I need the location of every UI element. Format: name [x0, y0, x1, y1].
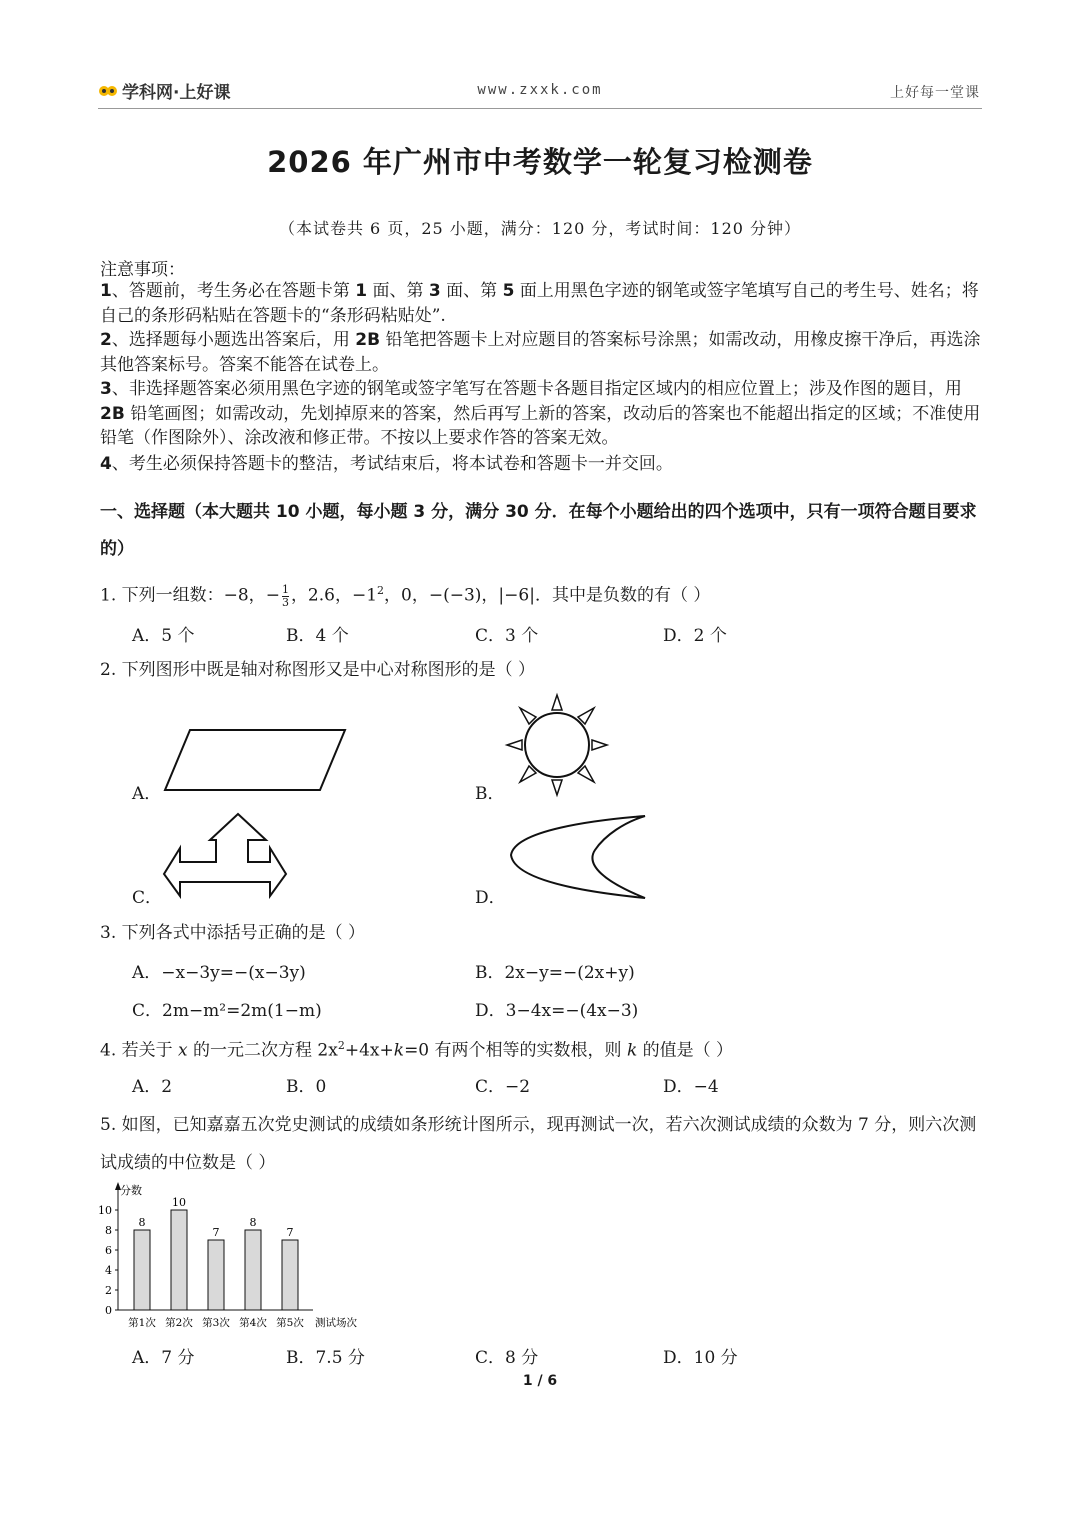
q1-option-c: C．3 个 [475, 626, 539, 646]
q5-option-c: C．8 分 [475, 1348, 539, 1368]
bar-chart [98, 1180, 378, 1332]
y-tick-label: 4 [105, 1264, 112, 1277]
sun-figure [502, 690, 612, 800]
x-tick-label: 第1次 [128, 1317, 156, 1329]
question-2: 2. 下列图形中既是轴对称图形又是中心对称图形的是（ ） [100, 660, 536, 680]
data-label: 7 [286, 1226, 294, 1239]
bar [134, 1230, 150, 1310]
q3-option-a: A．−x−3y=−(x−3y) [132, 963, 306, 983]
crescent-figure [505, 810, 650, 900]
fraction-one-third: $\frac{1}{3}$ [281, 582, 289, 609]
section-heading: 一、选择题（本大题共 10 小题，每小题 3 分，满分 30 分．在每个小题给出的四个选项中，只有一项符合题目要求的） [100, 502, 977, 559]
q2-label-c: C． [132, 888, 163, 908]
q3-option-c: C．2m−m²=2m(1−m) [132, 1001, 322, 1021]
bar [282, 1240, 298, 1310]
x-tick-label: 第4次 [239, 1317, 267, 1329]
x-tick-label: 第5次 [276, 1317, 304, 1329]
header-divider [98, 108, 982, 109]
q1-option-d: D．2 个 [663, 626, 727, 646]
y-tick-label: 10 [98, 1204, 112, 1217]
x-axis-label: 测试场次 [315, 1317, 357, 1329]
y-tick-label: 8 [105, 1224, 112, 1237]
bar [208, 1240, 224, 1310]
logo-text: 学科网·上好课 [122, 83, 231, 103]
bar [245, 1230, 261, 1310]
q1-option-a: A．5 个 [132, 626, 195, 646]
q3-option-d: D．3−4x=−(4x−3) [475, 1001, 639, 1021]
question-4: 4. 若关于 x 的一元二次方程 $2x^2+4x+k=0$ 有两个相等的实数根，则 k 的值是（ ） [100, 1039, 734, 1061]
note-2: 2、选择题每小题选出答案后，用 2B 铅笔把答题卡上对应题目的答案标号涂黑；如需改动，用橡皮擦干净后，再选涂其他答案标号。答案不能答在试卷上。 [100, 330, 981, 375]
question-3: 3. 下列各式中添括号正确的是（ ） [100, 923, 366, 943]
question-1: 1. 下列一组数：−8，− $\frac{1}{3}$ ，2.6，$-1^2$，0，−(−3)，|−6|．其中是负数的有（ ） [100, 582, 711, 609]
page-title: 2026 年广州市中考数学一轮复习检测卷 [267, 145, 813, 179]
q1-option-b: B．4 个 [286, 626, 349, 646]
x-tick-label: 第3次 [202, 1317, 230, 1329]
q2-label-b: B． [475, 784, 505, 804]
y-tick-label: 2 [105, 1284, 112, 1297]
q4-option-d: D．−4 [663, 1077, 719, 1097]
slogan: 上好每一堂课 [890, 85, 980, 101]
data-label: 10 [172, 1196, 186, 1209]
q4-option-c: C．−2 [475, 1077, 531, 1097]
q5-option-b: B．7.5 分 [286, 1348, 365, 1368]
q2-label-d: D． [475, 888, 506, 908]
data-label: 7 [212, 1226, 220, 1239]
note-3: 3、非选择题答案必须用黑色字迹的钢笔或签字笔写在答题卡各题目指定区域内的相应位置上；涉及作图的题目，用 2B 铅笔画图；如需改动，先划掉原来的答案，然后再写上新的答案，改动后的答案也不能超出指定的区域；不准使用铅笔（作图除外）、涂改液和修正带。不按以上要求作答的答案无效。 [100, 379, 981, 448]
q3-option-b: B．2x−y=−(2x+y) [475, 963, 635, 983]
note-4: 4、考生必须保持答题卡的整洁，考试结束后，将本试卷和答题卡一并交回。 [100, 454, 673, 474]
site-url: www.zxxk.com [477, 82, 603, 98]
exam-info: （本试卷共 6 页，25 小题，满分：120 分，考试时间：120 分钟） [278, 219, 802, 238]
y-axis-label: 分数 [120, 1184, 142, 1197]
note-1: 1、答题前，考生务必在答题卡第 1 面、第 3 面、第 5 面上用黑色字迹的钢笔或签字笔填写自己的考生号、姓名；将自己的条形码粘贴在答题卡的“条形码粘贴处”. [100, 281, 979, 326]
question-5: 5. 如图，已知嘉嘉五次党史测试的成绩如条形统计图所示，现再测试一次，若六次测试成绩的众数为 7 分，则六次测试成绩的中位数是（ ） [100, 1115, 977, 1173]
bar [171, 1210, 187, 1310]
arrow-figure [160, 810, 290, 900]
x-tick-label: 第2次 [165, 1317, 193, 1329]
q4-option-a: A．2 [132, 1077, 173, 1097]
notes-heading: 注意事项： [100, 260, 185, 280]
y-tick-label: 6 [105, 1244, 112, 1257]
q5-option-d: D．10 分 [663, 1348, 738, 1368]
y-tick-label: 0 [105, 1304, 112, 1317]
data-label: 8 [138, 1216, 146, 1229]
page-number: 1 / 6 [522, 1373, 558, 1389]
q4-option-b: B．0 [286, 1077, 327, 1097]
data-label: 8 [249, 1216, 257, 1229]
q5-option-a: A．7 分 [132, 1348, 195, 1368]
q2-label-a: A． [132, 784, 162, 804]
parallelogram-figure [160, 725, 350, 795]
